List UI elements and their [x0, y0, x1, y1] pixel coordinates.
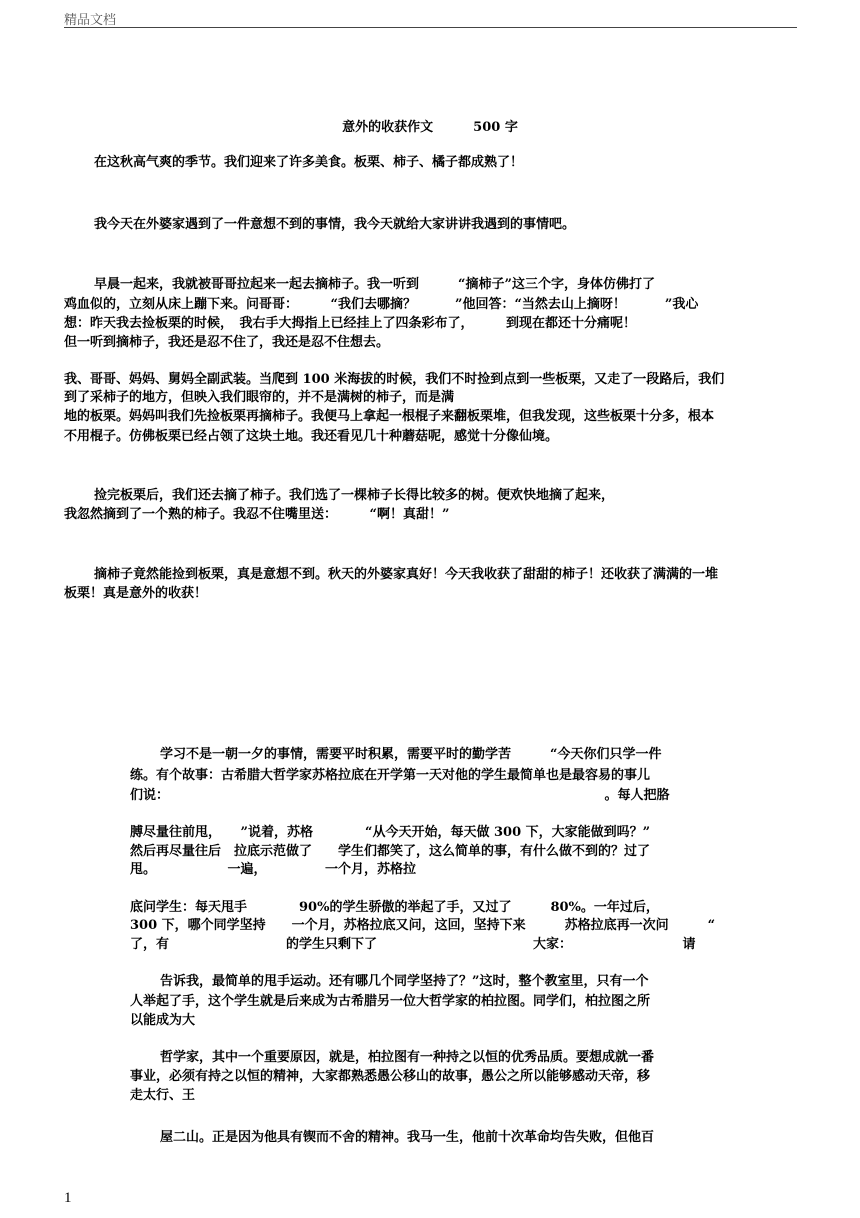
document-title: [0, 116, 860, 135]
page-number: 1: [64, 1190, 72, 1206]
text-line: 学习不是一朝一夕的事情，需要平时积累，需要平时的勤学苦 “今天你们只学一件: [160, 747, 662, 762]
text-line: 以能成为大: [130, 1013, 196, 1028]
text-line: 我、哥哥、妈妈、舅妈全副武装。当爬到 100 米海拔的时候，我们不时捡到点到一些板栗，又走了一段路后，我们: [64, 372, 725, 387]
text-line: 了，有 的学生只剩下了 大家： 请: [130, 937, 696, 952]
text-line: 想：昨天我去捡板栗的时候， 我右手大拇指上已经挂上了四条彩布了， 到现在都还十分痛呢！: [64, 316, 637, 331]
text-line: 事业，必须有持之以恒的精神，大家都熟悉愚公移山的故事，愚公之所以能够感动天帝，移: [130, 1069, 651, 1084]
text-line: 甩。 一遍， 一个月，苏格拉: [130, 862, 417, 877]
text-line: 在这秋高气爽的季节。我们迎来了许多美食。板栗、柿子、橘子都成熟了！: [94, 155, 524, 170]
title-text: 意外的收获作文: [342, 120, 434, 135]
text-line: 早晨一起来，我就被哥哥拉起来一起去摘柿子。我一听到 “摘柿子”这三个字，身体仿佛打了: [94, 277, 655, 292]
text-line: 屋二山。正是因为他具有锲而不舍的精神。我马一生，他前十次革命均告失败，但他百: [160, 1130, 655, 1145]
header-divider: [64, 27, 797, 28]
text-line: 鸡血似的，立刻从床上蹦下来。问哥哥： “我们去哪摘？ ”他回答：“当然去山上摘呀！ ”我心: [64, 297, 699, 312]
text-line: 板栗！真是意外的收获！: [64, 586, 208, 601]
text-line: 哲学家，其中一个重要原因，就是，柏拉图有一种持之以恒的优秀品质。要想成就一番: [160, 1050, 655, 1065]
page-header: 精品文档: [64, 13, 117, 28]
text-line: 不用棍子。仿佛板栗已经占领了这块土地。我还看见几十种蘑菇呢，感觉十分像仙境。: [64, 429, 559, 444]
title-word-count: 500 字: [473, 120, 518, 135]
text-line: 走太行、王: [130, 1088, 196, 1103]
text-line: 300 下，哪个同学坚持 一个月，苏格拉底又问，这回，坚持下来 苏格拉底再一次问 “: [130, 918, 716, 933]
text-line: 但一听到摘柿子，我还是忍不住了，我还是忍不住想去。: [64, 335, 390, 350]
text-line: 练。有个故事：古希腊大哲学家苏格拉底在开学第一天对他的学生最简单也是最容易的事儿: [130, 768, 651, 783]
text-line: 摘柿子竟然能捡到板栗，真是意想不到。秋天的外婆家真好！今天我收获了甜甜的柿子！还收获了满满的一堆: [94, 567, 719, 582]
text-line: 人举起了手，这个学生就是后来成为古希腊另一位大哲学家的柏拉图。同学们，柏拉图之所: [130, 994, 651, 1009]
text-line: 们说： 。每人把胳: [130, 788, 670, 803]
text-line: 到了采柿子的地方，但映入我们眼帘的，并不是满树的柿子，而是满: [64, 390, 455, 405]
text-line: 膊尽量往前甩， ”说着，苏格 “从今天开始，每天做 300 下，大家能做到吗？”: [130, 825, 651, 840]
text-line: 我忽然摘到了一个熟的柿子。我忍不住嘴里送： “啊！真甜！”: [64, 507, 450, 522]
text-line: 我今天在外婆家遇到了一件意想不到的事情，我今天就给大家讲讲我遇到的事情吧。: [94, 217, 576, 232]
text-line: 捡完板栗后，我们还去摘了柿子。我们选了一棵柿子长得比较多的树。便欢快地摘了起来，: [94, 488, 615, 503]
text-line: 告诉我，最简单的甩手运动。还有哪几个同学坚持了？”这时，整个教室里，只有一个: [160, 974, 649, 989]
text-line: 然后再尽量往后 拉底示范做了 学生们都笑了，这么简单的事，有什么做不到的？过了: [130, 844, 651, 859]
text-line: 地的板栗。妈妈叫我们先捡板栗再摘柿子。我便马上拿起一根棍子来翻板栗堆，但我发现，这些板栗十分多，根本: [64, 409, 715, 424]
text-line: 底问学生：每天甩手 90%的学生骄傲的举起了手，又过了 80%。一年过后，: [130, 900, 659, 915]
